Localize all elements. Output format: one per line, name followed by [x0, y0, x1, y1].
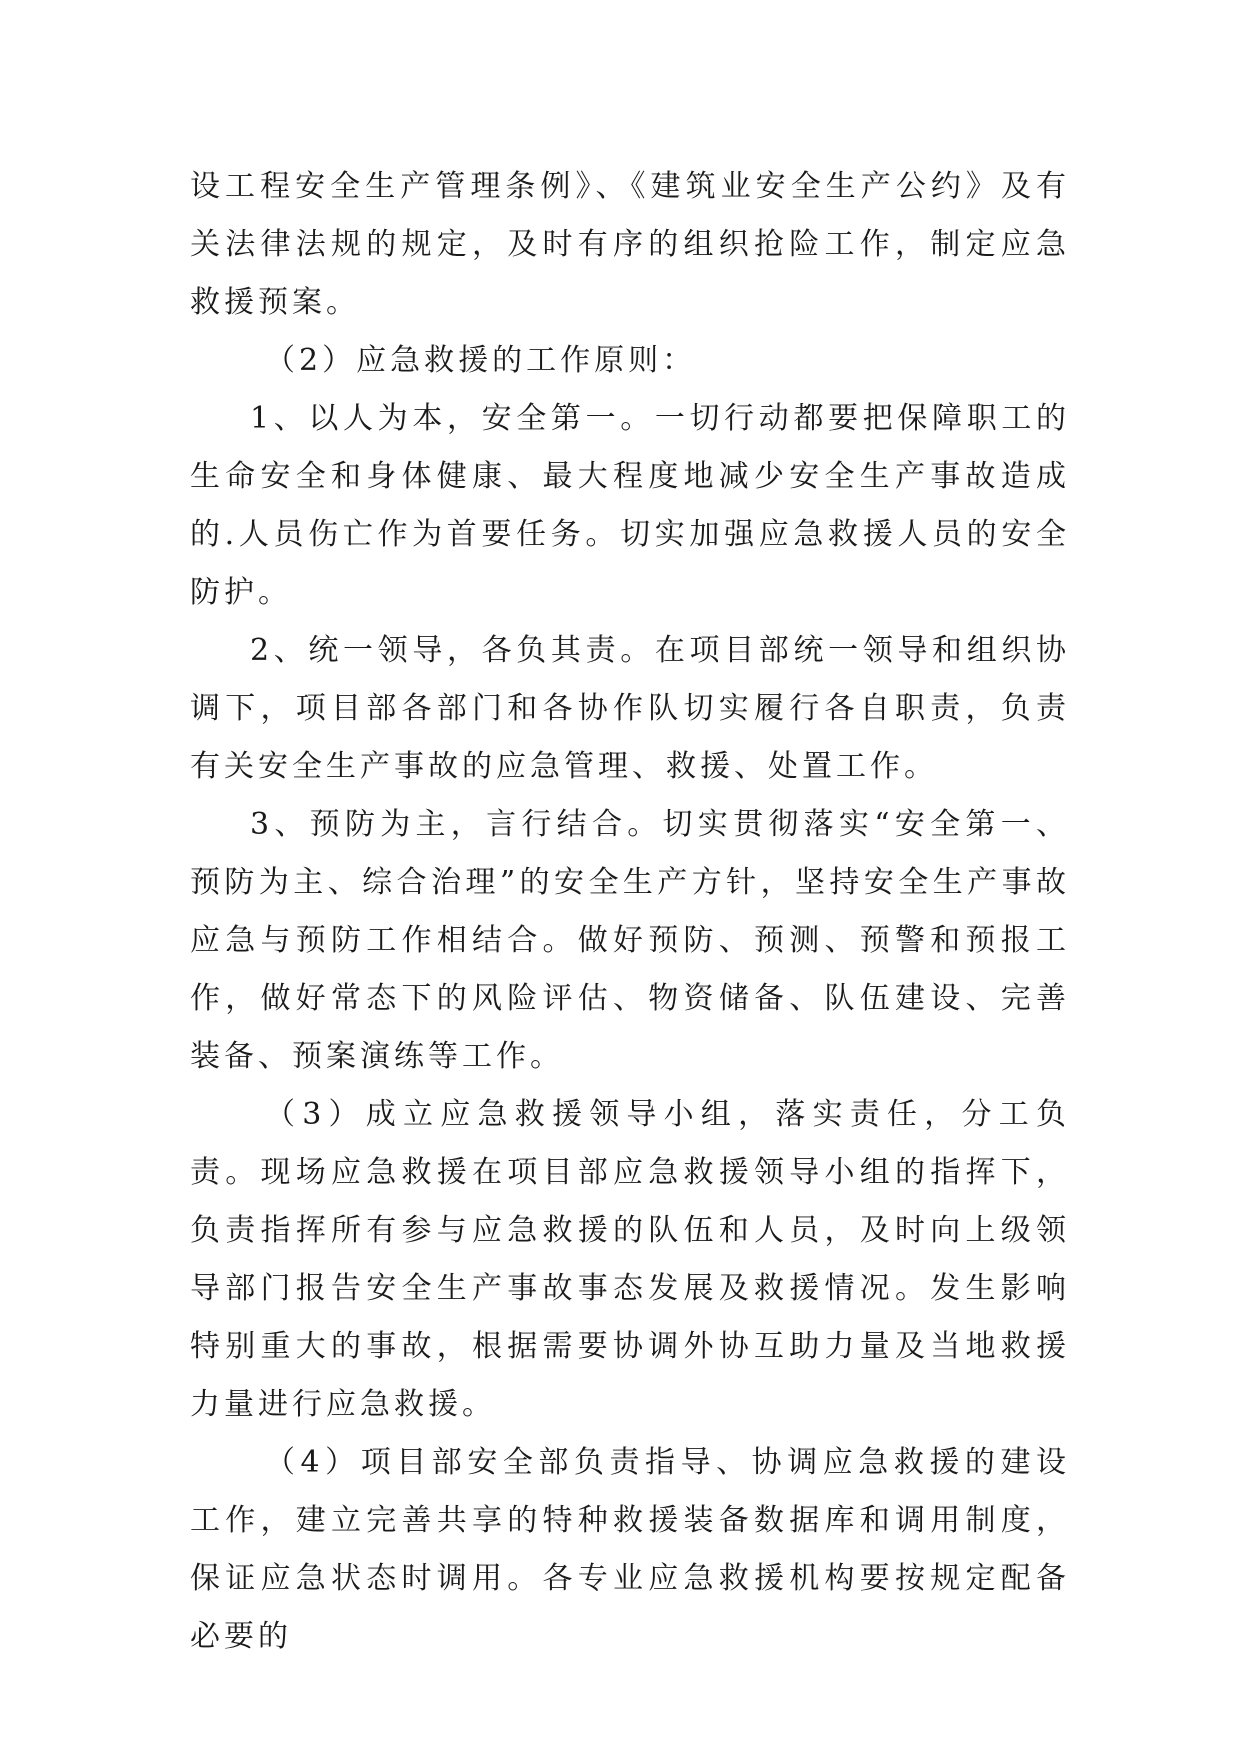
paragraph-principle-2: 2、统一领导，各负其责。在项目部统一领导和组织协调下，项目部各部门和各协作队切实履行各自职责，负责有关安全生产事故的应急管理、救援、处置工作。 — [190, 633, 1070, 784]
paragraph-principles-heading: （2）应急救援的工作原则： — [265, 343, 697, 378]
paragraph-section-4: （4）项目部安全部负责指导、协调应急救援的建设工作，建立完善共享的特种救援装备数据库和调用制度，保证应急状态时调用。各专业应急救援机构要按规定配备必要的 — [190, 1445, 1070, 1654]
paragraph-principle-3: 3、预防为主，言行结合。切实贯彻落实“安全第一、预防为主、综合治理”的安全生产方针，坚持安全生产事故应急与预防工作相结合。做好预防、预测、预警和预报工作，做好常态下的风险评估、物资储备、队伍建设、完善装备、预案演练等工作。 — [190, 807, 1070, 1074]
paragraph-section-3: （3）成立应急救援领导小组，落实责任，分工负责。现场应急救援在项目部应急救援领导小组的指挥下，负责指挥所有参与应急救援的队伍和人员，及时向上级领导部门报告安全生产事故事态发展及救援情况。发生影响特别重大的事故，根据需要协调外协互助力量及当地救援力量进行应急救援。 — [190, 1097, 1070, 1422]
paragraph-principle-1: 1、以人为本，安全第一。一切行动都要把保障职工的生命安全和身体健康、最大程度地减少安全生产事故造成的.人员伤亡作为首要任务。切实加强应急救援人员的安全防护。 — [190, 401, 1070, 610]
paragraph-continuation: 设工程安全生产管理条例》、《建筑业安全生产公约》及有关法律法规的规定，及时有序的组织抢险工作，制定应急救援预案。 — [190, 169, 1070, 320]
document-body — [190, 158, 1070, 1666]
